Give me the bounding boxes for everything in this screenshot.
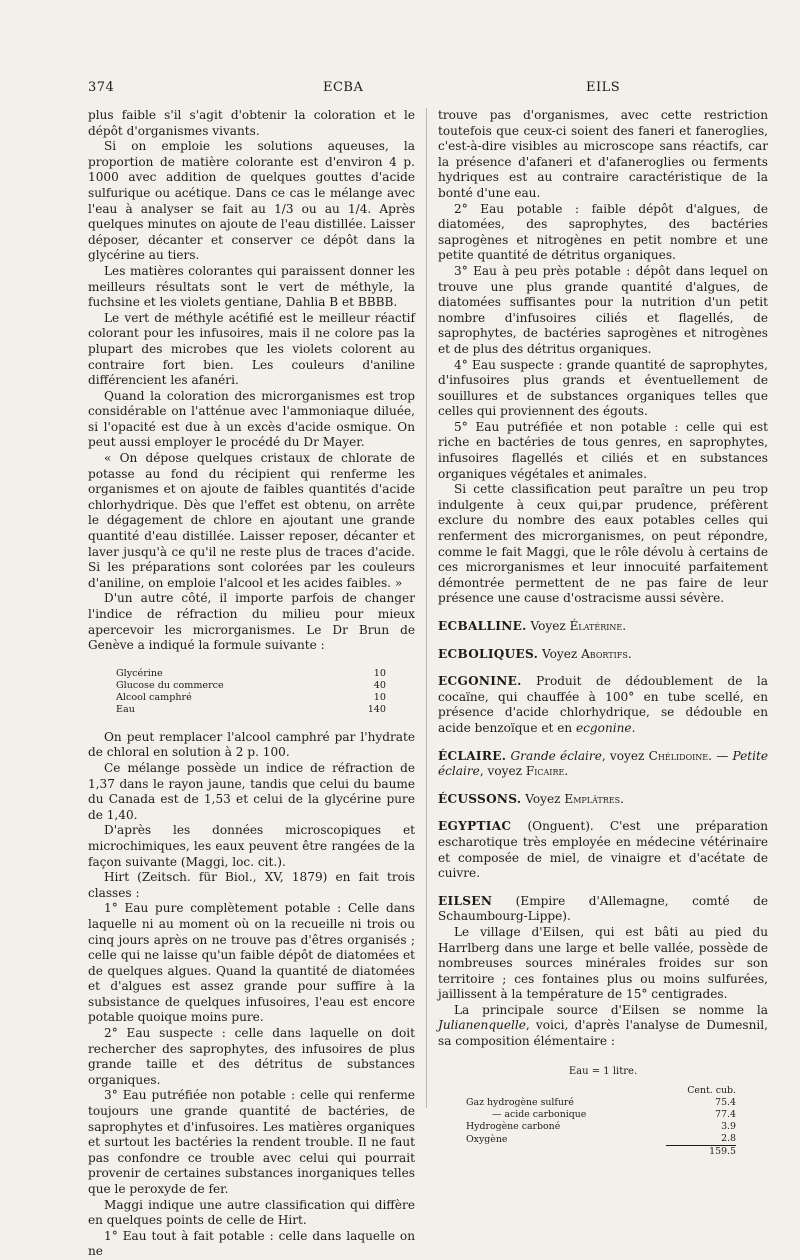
entry-text: Voyez [521, 791, 565, 806]
running-header [88, 80, 712, 98]
table-row [116, 668, 386, 680]
paragraph: On peut remplacer l'alcool camphré par l'hydrate de chloral en solution à 2 p. 100. [88, 729, 415, 760]
composition-table [466, 1085, 736, 1158]
dictionary-entry [438, 894, 768, 925]
table-total-row [466, 1146, 736, 1159]
entry-headword: ECBALLINE. [438, 619, 527, 633]
entry-text: , voyez [479, 764, 526, 779]
cross-reference: Chélidoine [648, 748, 709, 763]
column-divider [426, 108, 427, 1108]
table-header-row [466, 1085, 736, 1097]
entry-italic: ecgonine [576, 720, 632, 735]
paragraph: Si cette classification peut paraître un peu trop indulgente à ceux qui,par prudence, préfèrent exclure du nombre des eaux potables celles qui renferment des microrganismes, on peut répondre, comme le fait Maggi, que le rôle dévolu à certains de ces microrganismes et leur innocuité parfaitement démontrée permettent de ne pas faire de leur présence une cause d'ostracisme aussi sévère. [438, 482, 768, 606]
recipe-ingredient: Glycérine [116, 667, 163, 679]
paragraph: plus faible s'il s'agit d'obtenir la coloration et le dépôt d'organismes vivants. [88, 108, 415, 138]
paragraph: 2° Eau suspecte : celle dans laquelle on doit rechercher des saprophytes, des infusoires de plus grande taille et des détritus de substances organiques. [88, 1026, 415, 1087]
paragraph: trouve pas d'organismes, avec cette restriction toutefois que ceux-ci soient des faneri et faneroglies, c'est-à-dire visibles au microscope sans réactifs, car la présence d'afaneri et d'afaneroglies ou ferments hydriques est au contraire caractéristique de la bonté d'une eau. [438, 108, 768, 200]
paragraph: D'un autre côté, il importe parfois de changer l'indice de réfraction du milieu pour mieux apercevoir les microrganismes. Le Dr Brun de Genève a indiqué la formule suivante : [88, 591, 415, 653]
cross-reference: Ficaire [525, 764, 565, 779]
recipe-ingredient: Eau [116, 703, 135, 715]
gas-name: Oxygène [466, 1133, 508, 1145]
dictionary-entry: ÉCLAIRE. Grande éclaire, voyez Chélidoine. — Petite éclaire, voyez Ficaire. [438, 748, 768, 779]
dictionary-entry: ECGONINE. Produit de dédoublement de la cocaïne, qui chauffée à 100° en tube scellé, en présence d'acide chlorhydrique, se dédouble en acide benzoïque et en ecgonine. [438, 674, 768, 735]
gas-value: 2.8 [721, 1133, 736, 1145]
recipe-amount: 10 [373, 691, 386, 703]
gas-name: — acide carbonique [492, 1109, 587, 1121]
paragraph: D'après les données microscopiques et microchimiques, les eaux peuvent être rangées de la façon suivante (Maggi, loc. cit.). [88, 823, 415, 869]
paragraph: Si on emploie les solutions aqueuses, la proportion de matière colorante est d'environ 4 p. 1000 avec addition de quelques gouttes d'acide sulfurique ou acétique. Dans ce cas le mélange avec l'eau à analyser se fait au 1/3 ou au 1/4. Après quelques minutes on ajoute de l'eau distillée. Laisser déposer, décanter et conserver ce dépôt dans la glycérine au tiers. [88, 139, 415, 263]
entry-headword: ÉCUSSONS. [438, 791, 522, 806]
paragraph: 2° Eau potable : faible dépôt d'algues, de diatomées, des saprophytes, des bactéries saprogènes et nitrogènes en petit nombre et une petite quantité de détritus organiques. [438, 201, 768, 263]
paragraph: Hirt (Zeitsch. für Biol., XV, 1879) en fait trois classes : [88, 870, 415, 900]
cross-reference: Emplâtres [564, 791, 621, 806]
gas-value: 77.4 [715, 1109, 736, 1121]
source-name: Julianenquelle [438, 1018, 526, 1033]
entry-italic: Grande éclaire [510, 748, 602, 763]
recipe-amount: 40 [373, 679, 386, 691]
entry-headword: EGYPTIAC [438, 819, 512, 834]
paragraph: 4° Eau suspecte : grande quantité de saprophytes, d'infusoires plus grands et éventuellement de souillures et de substances organiques telles que celles qui proviennent des égouts. [438, 357, 768, 419]
paragraph: Quand la coloration des microrganismes est trop considérable on l'atténue avec l'ammoniaque diluée, si l'opacité est due à un excès d'acide osmique. On peut aussi employer le procédé du Dr Mayer. [88, 388, 415, 450]
table-row [466, 1109, 736, 1121]
entry-headword: ECBOLIQUES. [438, 646, 539, 661]
entry-italic: Petite éclaire [438, 748, 768, 779]
page-number: 374 [88, 80, 115, 95]
unit-header: Cent. cub. [687, 1085, 736, 1097]
gas-name: Hydrogène carboné [466, 1121, 561, 1133]
dictionary-entry: ÉCUSSONS. Voyez Emplâtres. [438, 791, 624, 806]
entry-text: Voyez [538, 646, 582, 661]
entry-text: (Empire d'Allemagne, comté de Schaumbourg-Lippe). [438, 893, 768, 924]
cross-reference: Élatérine [569, 619, 623, 633]
dictionary-entry: ECBOLIQUES. Voyez Abortifs. [438, 646, 632, 661]
recipe-ingredient: Glucose du commerce [116, 679, 224, 691]
entry-headword: EILSEN [438, 893, 493, 908]
gas-name: Gaz hydrogène sulfuré [466, 1097, 574, 1109]
entry-text: Produit de dédoublement de la cocaïne, qui chauffée à 100° en tube scellé, en présence d'acide chlorhydrique, se dédouble en acide benzoïque et en [438, 674, 768, 735]
header-right-word: EILS [586, 80, 621, 95]
table-row [116, 692, 386, 704]
gas-value: 75.4 [715, 1097, 736, 1109]
paragraph: 1° Eau pure complètement potable : Celle dans laquelle ni au moment où on la recueille ni trois ou cinq jours après on ne trouve pas d'êtres organisés ; celle qui ne laisse qu'un faible dépôt de diatomées et de quelques algues. Quand la quantité de diatomées et d'algues est assez grande pour suffire à la subsistance de quelques infusoires, l'eau est encore potable quoique moins pure. [88, 901, 415, 1025]
entry-headword: ECGONINE. [438, 674, 522, 689]
table-row [116, 680, 386, 692]
table-row [466, 1097, 736, 1109]
recipe-amount: 140 [367, 703, 386, 715]
paragraph-text: La principale source d'Eilsen se nomme la [454, 1002, 768, 1017]
table-row [466, 1133, 736, 1146]
paragraph: « On dépose quelques cristaux de chlorate de potasse au fond du récipient qui renferme les organismes et on ajoute de faibles quantités d'acide chlorhydrique. Dès que l'effet est obtenu, on arrête le dégagement de chlore en ajoutant une grande quantité d'eau distillée. Laisser reposer, décanter et laver jusqu'à ce qu'il ne reste plus de traces d'acide. Si les préparations sont colorées par les couleurs d'aniline, on emploie l'alcool et les acides faibles. » [88, 451, 415, 590]
dictionary-entry: ECBALLINE. Voyez Élatérine. [438, 619, 627, 633]
header-left-word: ECBA [323, 80, 364, 95]
paragraph: Maggi indique une autre classification qui diffère en quelques points de celle de Hirt. [88, 1197, 415, 1228]
recipe-ingredient: Alcool camphré [116, 691, 192, 703]
paragraph-text: , voici, d'après l'analyse de Dumesnil, sa composition élémentaire : [438, 1018, 768, 1049]
paragraph: Ce mélange possède un indice de réfraction de 1,37 dans le rayon jaune, tandis que celui du baume du Canada est de 1,53 et celui de la glycérine pure de 1,40. [88, 760, 415, 822]
recipe-amount: 10 [373, 667, 386, 679]
gas-value: 3.9 [721, 1121, 736, 1133]
right-column [438, 108, 768, 1158]
table-row [116, 704, 386, 716]
entry-text: (Onguent). C'est une préparation escharotique très employée en médecine vétérinaire et composée de miel, de vinaigre et d'acétate de cuivre. [438, 819, 768, 881]
left-column [88, 108, 415, 1260]
paragraph: Les matières colorantes qui paraissent donner les meilleurs résultats sont le vert de méthyle, la fuchsine et les violets gentiane, Dahlia B et BBBB. [88, 263, 415, 310]
paragraph: 1° Eau tout à fait potable : celle dans laquelle on ne [88, 1228, 415, 1259]
table-row [466, 1121, 736, 1133]
paragraph: Le vert de méthyle acétifié est le meilleur réactif colorant pour les infusoires, mais il ne colore pas la plupart des microbes que les violets colorent au contraire fort bien. Les couleurs d'aniline différencient les afanéri. [88, 310, 415, 388]
total-value: 159.5 [666, 1146, 736, 1159]
dictionary-entry [438, 819, 768, 881]
entry-headword: ÉCLAIRE. [438, 748, 507, 763]
paragraph: 3° Eau putréfiée non potable : celle qui renferme toujours une grande quantité de bactéries, de saprophytes et d'infusoires. Les matières organiques et surtout les bactéries la rendent trouble. Il ne faut pas confondre ce trouble avec celui qui pourrait provenir de certaines substances inorganiques telles que le peroxyde de fer. [88, 1088, 415, 1196]
table-title: Eau = 1 litre. [568, 1065, 638, 1077]
paragraph: 3° Eau à peu près potable : dépôt dans lequel on trouve une plus grande quantité d'algues, de diatomées suffisantes pour la nutrition d'un petit nombre d'infusoires ciliés et flagellés, de saprophytes, de bactéries saprogènes et nitrogènes et de plus des détritus organiques. [438, 263, 768, 356]
paragraph: Le village d'Eilsen, qui est bâti au pied du Harrlberg dans une large et belle vallée, possède de nombreuses sources minérales froides sur son territoire ; ces fontaines plus ou moins sulfurées, jaillissent à la température de 15° centigrades. [438, 924, 768, 1002]
entry-text: , voyez [601, 748, 649, 763]
paragraph [438, 1003, 768, 1050]
entry-text: . — [708, 748, 733, 763]
recipe-table [116, 668, 386, 716]
cross-reference: Abortifs [581, 646, 628, 661]
paragraph: 5° Eau putréfiée et non potable : celle qui est riche en bactéries de tous genres, en saprophytes, infusoires flagellés et ciliés et en substances organiques végétales et animales. [438, 419, 768, 481]
entry-text: Voyez [526, 619, 570, 633]
